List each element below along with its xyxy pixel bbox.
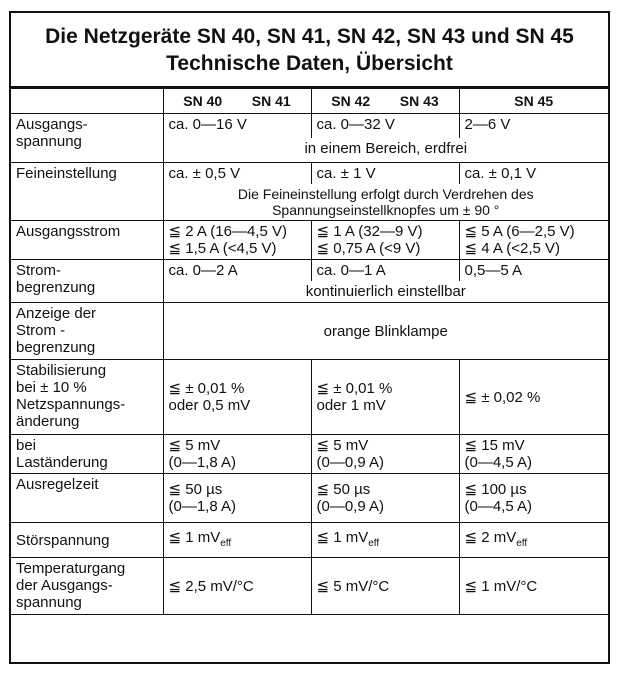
value-last-2: ≦ 5 mV (0—0,9 A) xyxy=(311,435,459,474)
value-temperatur-3: ≦ 1 mV/°C xyxy=(459,558,608,615)
value-stabilisierung-3: ≦ ± 0,02 % xyxy=(459,360,608,435)
value-last-3: ≦ 15 mV (0—4,5 A) xyxy=(459,435,608,474)
value-strombegrenzung-3: 0,5—5 A xyxy=(459,260,608,282)
label-feineinstellung: Feineinstellung xyxy=(11,163,163,221)
value-feineinstellung-1: ca. ± 0,5 V xyxy=(163,163,311,185)
label-anzeige: Anzeige der Strom - begrenzung xyxy=(11,303,163,360)
value-strombegrenzung-2: ca. 0—1 A xyxy=(311,260,459,282)
row-stabilisierung xyxy=(11,360,608,435)
value-ausgangsspannung-1: ca. 0—16 V xyxy=(163,114,311,139)
header-sn41: SN 41 xyxy=(251,92,291,109)
data-sheet xyxy=(9,11,610,664)
row-anzeige xyxy=(11,303,608,360)
value-ausgangsstrom-1: ≦ 2 A (16—4,5 V) ≦ 1,5 A (<4,5 V) xyxy=(163,221,311,260)
header-sn43: SN 43 xyxy=(399,92,439,109)
header-sn40: SN 40 xyxy=(183,92,223,109)
value-last-1: ≦ 5 mV (0—1,8 A) xyxy=(163,435,311,474)
label-ausgangsspannung: Ausgangs- spannung xyxy=(11,114,163,163)
label-ausgangsstrom: Ausgangsstrom xyxy=(11,221,163,260)
note-feineinstellung-line-1: Die Feineinstellung erfolgt durch Verdrehen des xyxy=(237,186,534,202)
header-row xyxy=(11,89,608,114)
value-feineinstellung-2: ca. ± 1 V xyxy=(311,163,459,185)
header-group-2 xyxy=(311,89,459,114)
value-stoerspannung-1: ≦ 1 $mV_{eff}$ xyxy=(163,523,311,558)
row-ausgangsspannung xyxy=(11,114,608,139)
note-strombegrenzung: kontinuierlich einstellbar xyxy=(163,281,608,303)
row-temperatur xyxy=(11,558,608,615)
note-feineinstellung-line-2: Spannungseinstellknopfes um ± 90 ° xyxy=(272,202,500,218)
row-stoerspannung xyxy=(11,523,608,558)
row-feineinstellung xyxy=(11,163,608,185)
value-ausgangsspannung-2: ca. 0—32 V xyxy=(311,114,459,139)
note-ausgangsspannung: in einem Bereich, erdfrei xyxy=(163,138,608,163)
value-ausgangsstrom-3: ≦ 5 A (6—2,5 V) ≦ 4 A (<2,5 V) xyxy=(459,221,608,260)
value-ausregelzeit-2: ≦ 50 µs (0—0,9 A) xyxy=(311,474,459,523)
row-ausgangsstrom xyxy=(11,221,608,260)
label-ausregelzeit: Ausregelzeit xyxy=(11,474,163,523)
title-line-2: Technische Daten, Übersicht xyxy=(166,52,453,75)
header-group-1 xyxy=(163,89,311,114)
header-sn45: SN 45 xyxy=(459,89,608,114)
row-strombegrenzung xyxy=(11,260,608,282)
table-title xyxy=(11,13,608,88)
value-ausregelzeit-3: ≦ 100 µs (0—4,5 A) xyxy=(459,474,608,523)
value-ausgangsspannung-3: 2—6 V xyxy=(459,114,608,139)
label-last: bei Laständerung xyxy=(11,435,163,474)
value-strombegrenzung-1: ca. 0—2 A xyxy=(163,260,311,282)
row-last xyxy=(11,435,608,474)
value-ausgangsstrom-2: ≦ 1 A (32—9 V) ≦ 0,75 A (<9 V) xyxy=(311,221,459,260)
value-stoerspannung-2: ≦ 1 $mV_{eff}$ xyxy=(311,523,459,558)
label-stabilisierung: Stabilisierung bei ± 10 % Netzspannungs- änderung xyxy=(11,360,163,435)
header-blank xyxy=(11,89,163,114)
value-stabilisierung-2: ≦ ± 0,01 % oder 1 mV xyxy=(311,360,459,435)
value-feineinstellung-3: ca. ± 0,1 V xyxy=(459,163,608,185)
value-anzeige: orange Blinklampe xyxy=(163,303,608,360)
label-stoerspannung: Störspannung xyxy=(11,523,163,558)
value-ausregelzeit-1: ≦ 50 µs (0—1,8 A) xyxy=(163,474,311,523)
label-strombegrenzung: Strom- begrenzung xyxy=(11,260,163,303)
note-feineinstellung xyxy=(163,184,608,221)
label-temperatur: Temperaturgang der Ausgangs- spannung xyxy=(11,558,163,615)
header-sn42: SN 42 xyxy=(331,92,371,109)
row-ausregelzeit xyxy=(11,474,608,523)
value-stoerspannung-3: ≦ 2 $mV_{eff}$ xyxy=(459,523,608,558)
spec-table xyxy=(11,88,608,615)
value-temperatur-1: ≦ 2,5 mV/°C xyxy=(163,558,311,615)
title-line-1: Die Netzgeräte SN 40, SN 41, SN 42, SN 43 und SN 45 xyxy=(45,25,574,48)
value-stabilisierung-1: ≦ ± 0,01 % oder 0,5 mV xyxy=(163,360,311,435)
value-temperatur-2: ≦ 5 mV/°C xyxy=(311,558,459,615)
